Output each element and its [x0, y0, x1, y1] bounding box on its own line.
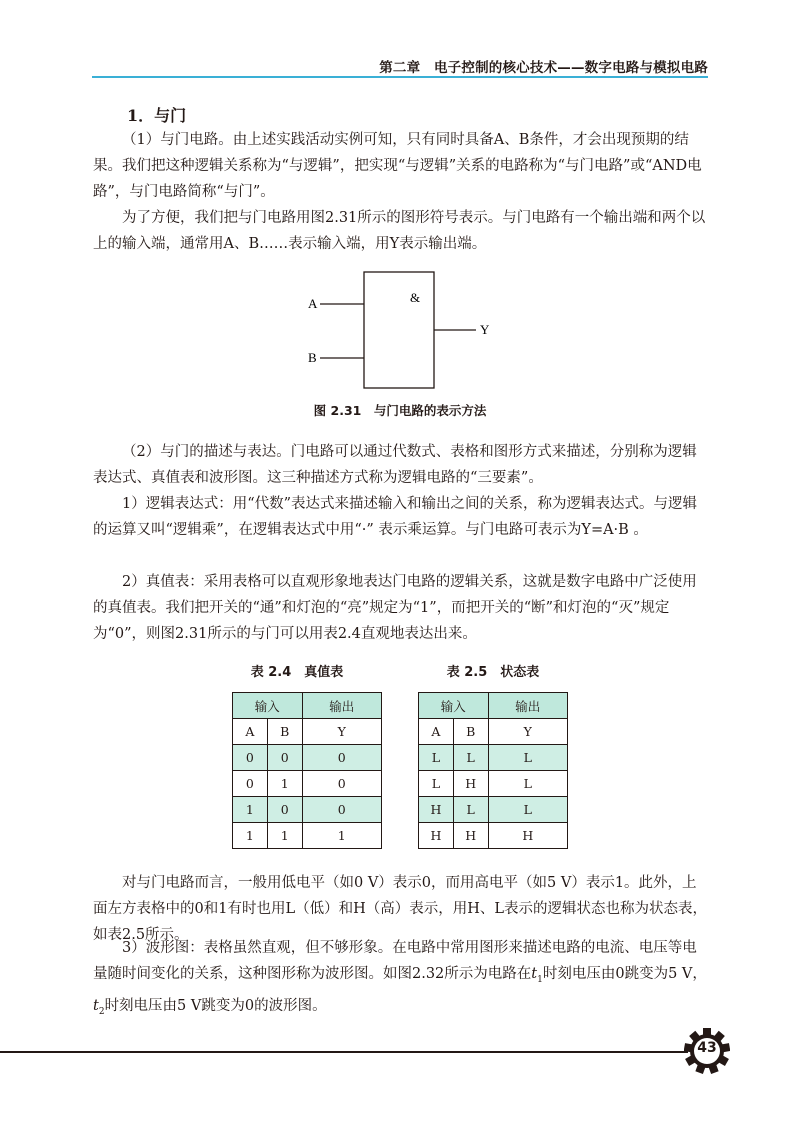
table-cell: H — [453, 771, 488, 797]
table-cell: L — [488, 797, 567, 823]
waveform-text-part: 3）波形图：表格虽然直观，但不够形象。在电路中常用图形来描述电路的电流、电压等电量随时间变化的关系，这种图形称为波形图。如图2.32所示为电路在 — [93, 940, 697, 982]
table-cell: Y — [302, 719, 381, 745]
paragraph-symbol-intro: 为了方便，我们把与门电路用图2.31所示的图形符号表示。与门电路有一个输出端和两个以上的输入端，通常用A、B……表示输入端，用Y表示输出端。 — [93, 210, 706, 252]
time-t1-symbol: t — [531, 966, 538, 982]
time-t1-subscript: 1 — [537, 974, 543, 985]
figure-caption: 图 2.31 与门电路的表示方法 — [313, 403, 487, 418]
table-cell: L — [453, 797, 488, 823]
table-cell: B — [453, 719, 488, 745]
section-heading: 1．与门 — [127, 106, 187, 125]
truth-group-input: 输入 — [233, 693, 303, 719]
table-cell: L — [419, 771, 454, 797]
paragraph-truth-table: 2）真值表：采用表格可以直观形象地表达门电路的逻辑关系，这就是数字电路中广泛使用的真值表。我们把开关的“通”和灯泡的“亮”规定为“1”，而把开关的“断”和灯泡的“灭”规定为“0”，则图2.31所示的与门可以用表2.4直观地表达出来。 — [93, 574, 697, 642]
table-cell: 0 — [233, 745, 268, 771]
state-group-input: 输入 — [419, 693, 489, 719]
paragraph-logic-expression: 1）逻辑表达式：用“代数”表达式来描述输入和输出之间的关系，称为逻辑表达式。与逻辑的运算又叫“逻辑乘”，在逻辑表达式中用“·” 表示乘运算。与门电路可表示为Y=A·B 。 — [93, 496, 698, 538]
table-row — [233, 771, 382, 797]
table-cell: 1 — [233, 823, 268, 849]
table-cell: B — [267, 719, 302, 745]
table-cell: H — [453, 823, 488, 849]
table-cell: L — [488, 745, 567, 771]
table-cell: 0 — [267, 745, 302, 771]
paragraph-and-gate-circuit: （1）与门电路。由上述实践活动实例可知，只有同时具备A、B条件，才会出现预期的结果。我们把这种逻辑关系称为“与逻辑”，把实现“与逻辑”关系的电路称为“与门电路”或“AND电路”，与门电路简称“与门”。 — [93, 132, 702, 200]
paragraph-levels: 对与门电路而言，一般用低电平（如0 V）表示0，而用高电平（如5 V）表示1。此外，上面左方表格中的0和1有时也用L（低）和H（高）表示，用H、L表示的逻辑状态也称为状态表，如表2.5所示。 — [93, 875, 707, 943]
table-cell: 0 — [302, 745, 381, 771]
table-cell: 1 — [302, 823, 381, 849]
table-cell: H — [419, 797, 454, 823]
table-row — [233, 797, 382, 823]
paragraph-waveform — [93, 935, 711, 1025]
waveform-text-part: 时刻电压由5 V跳变为0的波形图。 — [104, 997, 327, 1014]
table-row — [233, 745, 382, 771]
table-row — [419, 823, 568, 849]
input-b-label: B — [308, 350, 317, 365]
and-gate-figure — [300, 270, 510, 395]
time-t2-subscript: 2 — [98, 1006, 105, 1017]
gate-body — [364, 272, 434, 388]
table-cell: 0 — [302, 771, 381, 797]
truth-table-title: 表 2.4 真值表 — [250, 665, 344, 680]
table-cell: 0 — [233, 771, 268, 797]
table-row — [419, 771, 568, 797]
table-cell: 0 — [302, 797, 381, 823]
output-y-label: Y — [480, 322, 490, 337]
page-number: 43 — [697, 1040, 717, 1056]
table-cell: L — [419, 745, 454, 771]
table-row — [419, 797, 568, 823]
waveform-text-part: 时刻电压由0跳变为5 V， — [542, 966, 707, 982]
table-cell: L — [453, 745, 488, 771]
table-cell: 1 — [267, 823, 302, 849]
table-cell: 0 — [267, 797, 302, 823]
table-row — [233, 823, 382, 849]
and-symbol: & — [410, 290, 421, 305]
state-table-title: 表 2.5 状态表 — [446, 665, 540, 680]
footer-rule — [0, 1051, 688, 1053]
truth-group-output: 输出 — [302, 693, 381, 719]
header-rule — [92, 76, 708, 78]
table-cell: L — [488, 771, 567, 797]
table-row — [419, 745, 568, 771]
truth-table — [232, 692, 382, 849]
table-cell: 1 — [267, 771, 302, 797]
table-cell: H — [488, 823, 567, 849]
time-t2-symbol: t — [93, 997, 99, 1014]
state-table — [418, 692, 568, 849]
running-header: 第二章 电子控制的核心技术——数字电路与模拟电路 — [379, 60, 708, 76]
table-cell: Y — [488, 719, 567, 745]
state-group-output: 输出 — [488, 693, 567, 719]
input-a-label: A — [308, 296, 318, 311]
table-cell: A — [233, 719, 268, 745]
table-cell: 1 — [233, 797, 268, 823]
table-cell: A — [419, 719, 454, 745]
table-cell: H — [419, 823, 454, 849]
paragraph-description: （2）与门的描述与表达。门电路可以通过代数式、表格和图形方式来描述，分别称为逻辑表达式、真值表和波形图。这三种描述方式称为逻辑电路的“三要素”。 — [93, 444, 697, 486]
